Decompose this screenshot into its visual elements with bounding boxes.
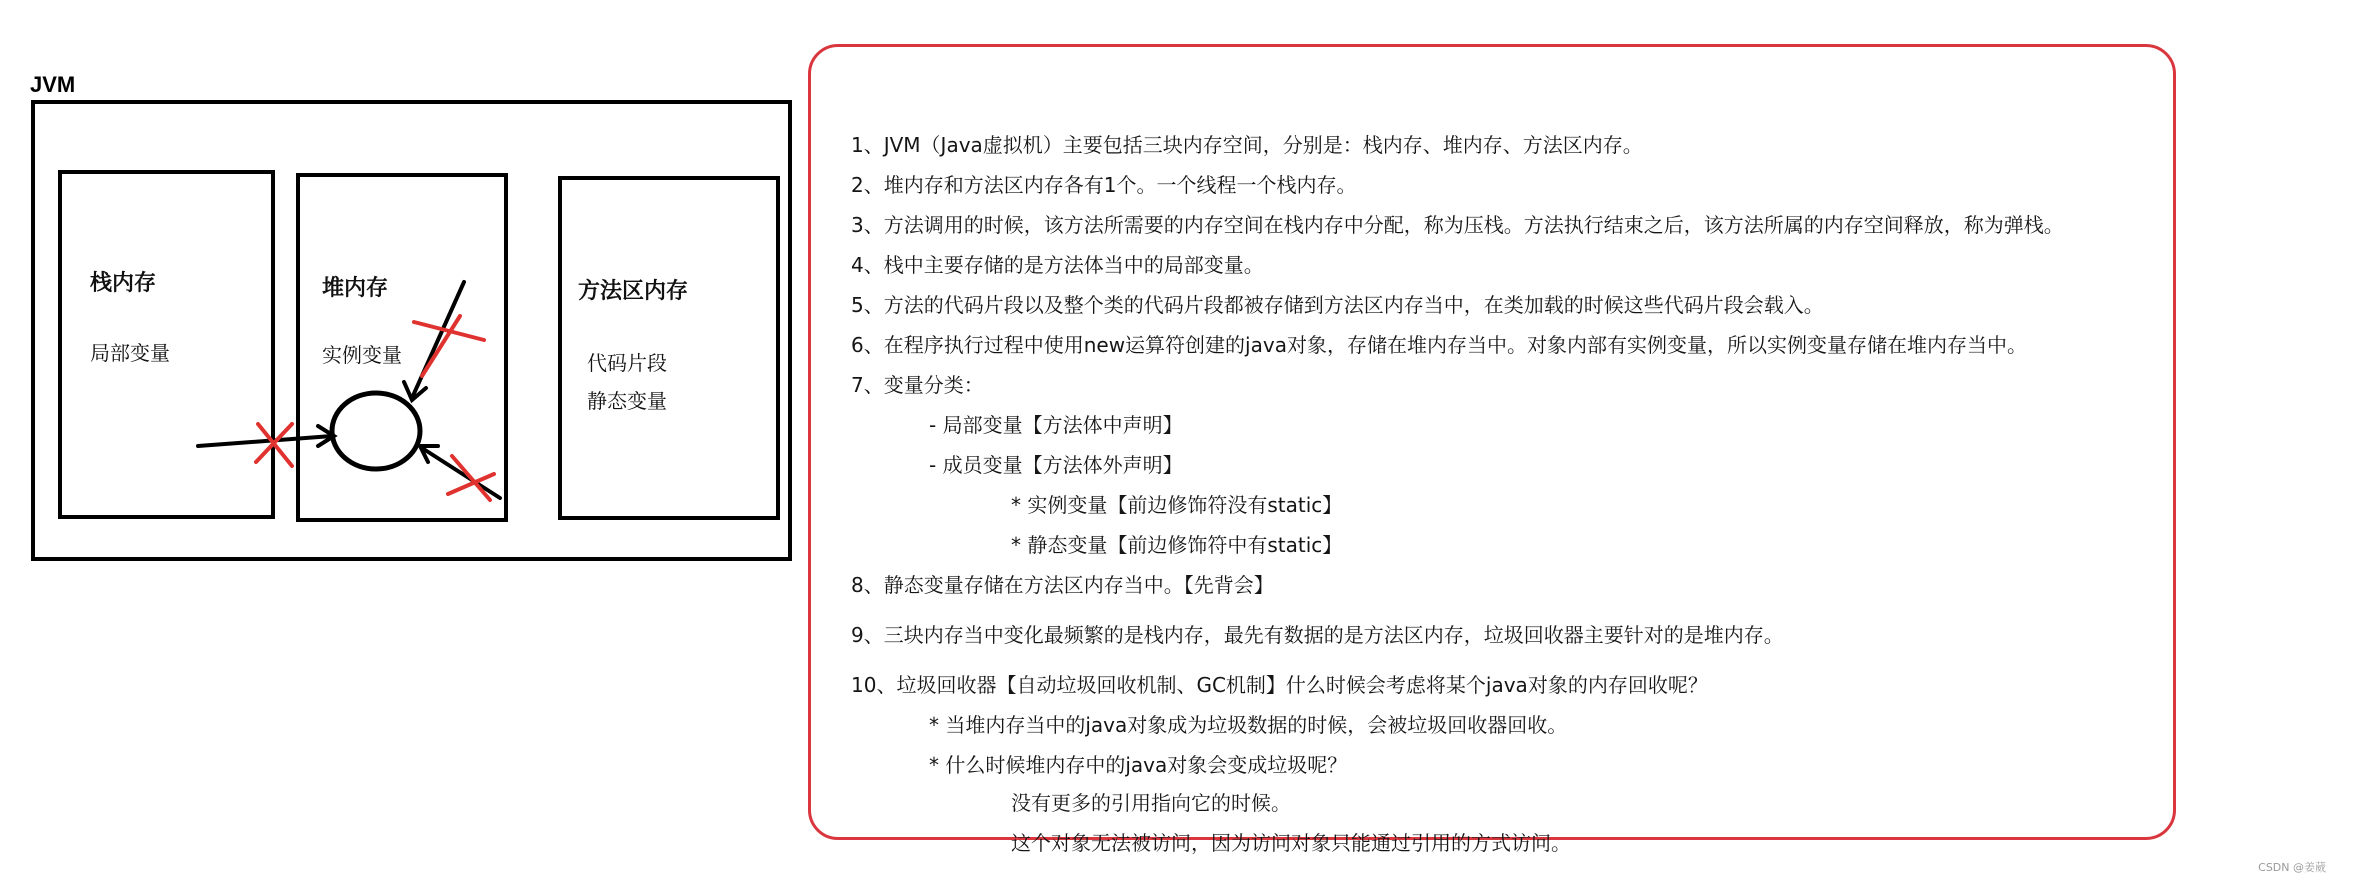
stack-memory-title: 栈内存 [90, 271, 157, 296]
note-10-sub-2: * 什么时候堆内存中的java对象会变成垃圾呢？ [929, 753, 1348, 777]
note-6: 6、在程序执行过程中使用new运算符创建的java对象，存储在堆内存当中。对象内部有实例变量，所以实例变量存储在堆内存当中。 [851, 333, 2027, 357]
jvm-label: JVM [30, 72, 76, 97]
note-4: 4、栈中主要存储的是方法体当中的局部变量。 [851, 253, 1264, 277]
watermark: CSDN @姜葳 [2258, 861, 2326, 874]
note-7-static-variable: * 静态变量【前边修饰符中有static】 [1011, 533, 1343, 557]
reference-arrows [198, 282, 500, 498]
note-7-member-variable: - 成员变量【方法体外声明】 [929, 453, 1183, 477]
method-area-item-static: 静态变量 [587, 389, 667, 413]
note-10-answer-2: 这个对象无法被访问，因为访问对象只能通过引用的方式访问。 [1011, 831, 1571, 855]
jvm-memory-diagram [0, 0, 800, 600]
note-3: 3、方法调用的时候，该方法所需要的内存空间在栈内存中分配，称为压栈。方法执行结束之后，该方法所属的内存空间释放，称为弹栈。 [851, 213, 2064, 237]
note-7-instance-variable: * 实例变量【前边修饰符没有static】 [1011, 493, 1343, 517]
note-1: 1、JVM（Java虚拟机）主要包括三块内存空间，分别是：栈内存、堆内存、方法区内存。 [851, 133, 1643, 157]
note-5: 5、方法的代码片段以及整个类的代码片段都被存储到方法区内存当中，在类加载的时候这些代码片段会载入。 [851, 293, 1824, 317]
note-10: 10、垃圾回收器【自动垃圾回收机制、GC机制】什么时候会考虑将某个java对象的内存回收呢？ [851, 673, 1708, 697]
heap-object-circle [332, 393, 420, 469]
notes-panel [808, 44, 2176, 855]
note-7: 7、变量分类： [851, 373, 984, 397]
heap-memory-item: 实例变量 [322, 343, 402, 367]
note-2: 2、堆内存和方法区内存各有1个。一个线程一个栈内存。 [851, 173, 1357, 197]
method-area-item-code: 代码片段 [587, 351, 667, 375]
note-10-answer-1: 没有更多的引用指向它的时候。 [1011, 791, 1291, 815]
stack-memory-item: 局部变量 [90, 341, 170, 365]
note-7-local-variable: - 局部变量【方法体中声明】 [929, 413, 1183, 437]
note-9: 9、三块内存当中变化最频繁的是栈内存，最先有数据的是方法区内存，垃圾回收器主要针对的是堆内存。 [851, 623, 1784, 647]
note-8: 8、静态变量存储在方法区内存当中。【先背会】 [851, 573, 1274, 597]
method-area-box [560, 178, 778, 518]
method-area-title: 方法区内存 [578, 279, 689, 304]
heap-memory-title: 堆内存 [322, 276, 389, 301]
note-10-sub-1: * 当堆内存当中的java对象成为垃圾数据的时候，会被垃圾回收器回收。 [929, 713, 1568, 737]
